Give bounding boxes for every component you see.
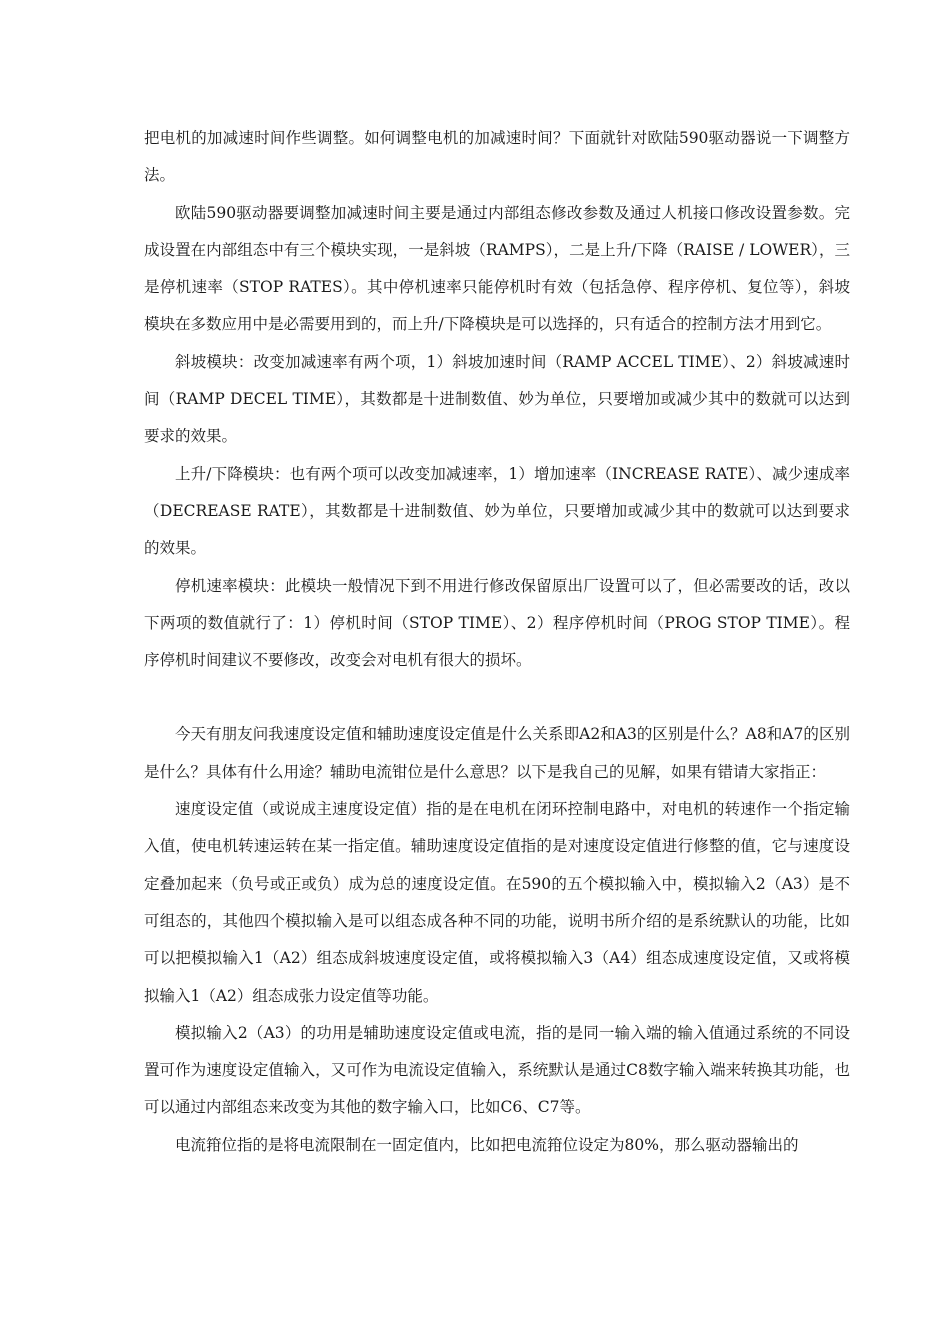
section-gap: [144, 679, 850, 716]
paragraph-raise-lower-module: 上升/下降模块：也有两个项可以改变加减速率，1）增加速率（INCREASE RATE）、减少速成率（DECREASE RATE），其数都是十进制数值、妙为单位，只要增加或减少其中的数就可以达到要求的效果。: [144, 464, 850, 558]
paragraph-stop-rates-module: 停机速率模块：此模块一般情况下到不用进行修改保留原出厂设置可以了，但必需要改的话，改以下两项的数值就行了：1）停机时间（STOP TIME）、2）程序停机时间（PROG STOP TIME）。程序停机时间建议不要修改，改变会对电机有很大的损坏。: [144, 576, 850, 670]
paragraph-590-config-overview: 欧陆590驱动器要调整加减速时间主要是通过内部组态修改参数及通过人机接口修改设置参数。完成设置在内部组态中有三个模块实现，一是斜坡（RAMPS），二是上升/下降（RAISE / LOWER），三是停机速率（STOP RATES）。其中停机速率只能停机时有效（包括急停、程序停机、复位等），斜坡模块在多数应用中是必需要用到的，而上升/下降模块是可以选择的，只有适合的控制方法才用到它。: [144, 203, 850, 334]
paragraph-speed-setpoint-question: 今天有朋友问我速度设定值和辅助速度设定值是什么关系即A2和A3的区别是什么？A8和A7的区别是什么？具体有什么用途？辅助电流钳位是什么意思？以下是我自己的见解，如果有错请大家指正：: [144, 725, 850, 781]
paragraph-speed-setpoint-explanation: 速度设定值（或说成主速度设定值）指的是在电机在闭环控制电路中，对电机的转速作一个指定输入值，使电机转速运转在某一指定值。辅助速度设定值指的是对速度设定值进行修整的值，它与速度设定叠加起来（负号或正或负）成为总的速度设定值。在590的五个模拟输入中，模拟输入2（A3）是不可组态的，其他四个模拟输入是可以组态成各种不同的功能，说明书所介绍的是系统默认的功能，比如可以把模拟输入1（A2）组态成斜坡速度设定值，或将模拟输入3（A4）组态成速度设定值，又或将模拟输入1（A2）组态成张力设定值等功能。: [144, 800, 850, 1005]
document-body: [144, 120, 850, 1164]
paragraph-analog-input-2: 模拟输入2（A3）的功用是辅助速度设定值或电流，指的是同一输入端的输入值通过系统的不同设置可作为速度设定值输入，又可作为电流设定值输入，系统默认是通过C8数字输入端来转换其功能，也可以通过内部组态来改变为其他的数字输入口，比如C6、C7等。: [144, 1023, 850, 1117]
paragraph-ramp-module: 斜坡模块：改变加减速率有两个项，1）斜坡加速时间（RAMP ACCEL TIME）、2）斜坡减速时间（RAMP DECEL TIME），其数都是十进制数值、妙为单位，只要增加或减少其中的数就可以达到要求的效果。: [144, 352, 850, 446]
paragraph-ramp-intro: 把电机的加减速时间作些调整。如何调整电机的加减速时间？下面就针对欧陆590驱动器说一下调整方法。: [144, 129, 850, 185]
paragraph-current-clamp: 电流箝位指的是将电流限制在一固定值内，比如把电流箝位设定为80%，那么驱动器输出的: [175, 1135, 799, 1154]
